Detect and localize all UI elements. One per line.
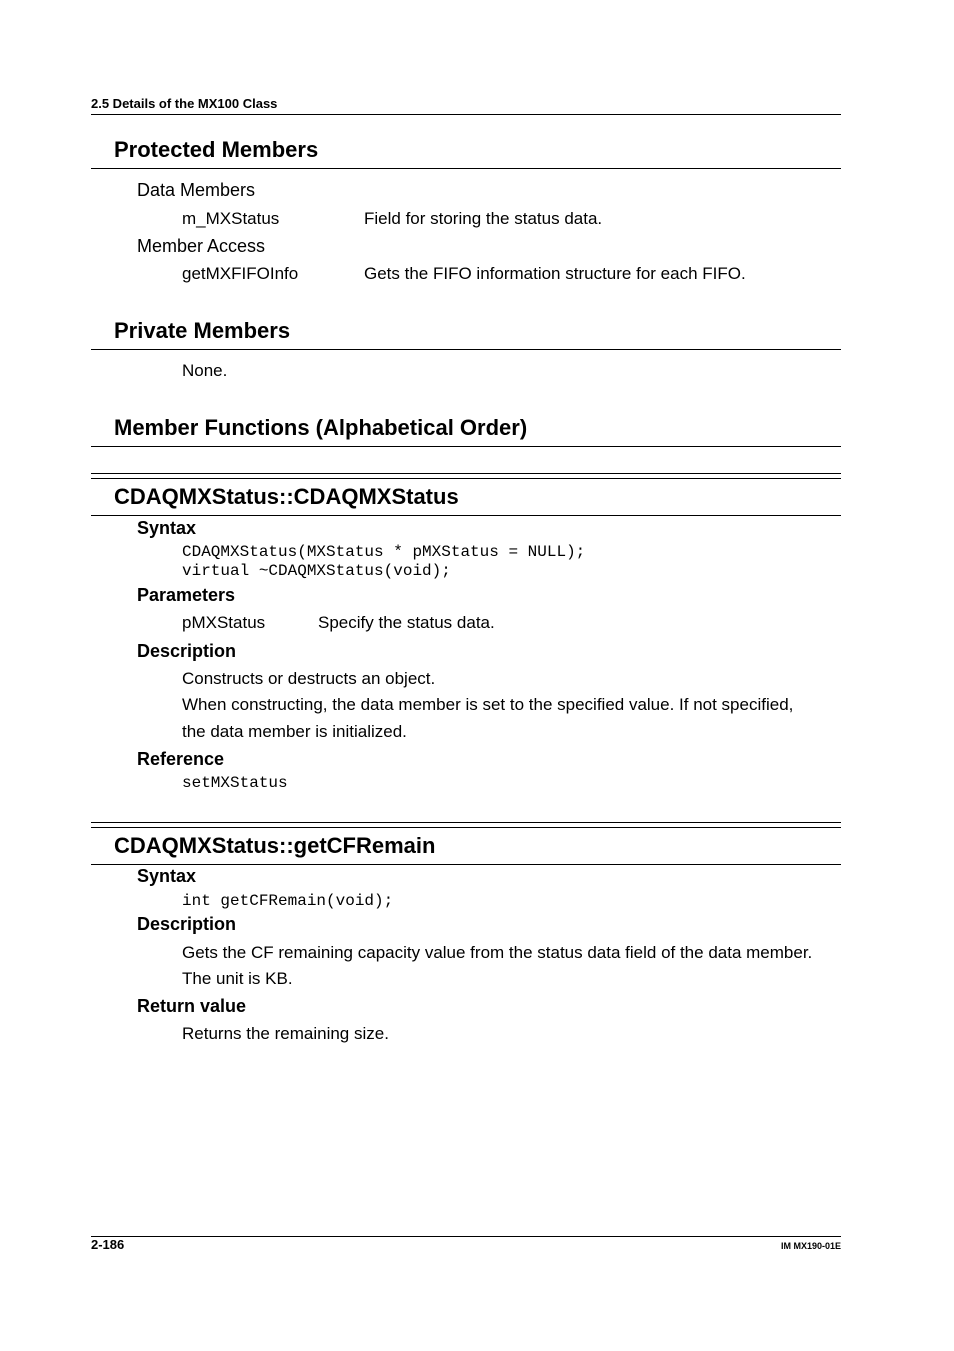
syntax-label: Syntax: [137, 866, 197, 886]
description-label: Description: [137, 641, 237, 661]
function-title-rule: [91, 864, 841, 865]
return-value-label: Return value: [137, 996, 247, 1016]
data-member-name: m_MXStatus: [182, 209, 280, 228]
function-double-rule-top: [91, 822, 841, 823]
function-title-constructor: CDAQMXStatus::CDAQMXStatus: [114, 484, 459, 509]
description-line: When constructing, the data member is set to the specified value. If not specified,: [182, 695, 794, 714]
document-id: IM MX190-01E: [780, 1241, 841, 1251]
protected-members-heading: Protected Members: [114, 137, 319, 162]
data-member-desc: Field for storing the status data.: [364, 209, 603, 228]
syntax-code-line: CDAQMXStatus(MXStatus * pMXStatus = NULL);: [182, 543, 586, 561]
syntax-code-line: virtual ~CDAQMXStatus(void);: [182, 562, 451, 580]
return-value-text: Returns the remaining size.: [182, 1024, 389, 1043]
description-line: Gets the CF remaining capacity value from the status data field of the data member.: [182, 943, 813, 962]
description-line: the data member is initialized.: [182, 722, 407, 741]
function-title-rule: [91, 515, 841, 516]
running-head: 2.5 Details of the MX100 Class: [91, 96, 278, 111]
section-rule: [91, 349, 841, 350]
function-title-getcfremain: CDAQMXStatus::getCFRemain: [114, 833, 436, 858]
description-label: Description: [137, 914, 237, 934]
function-double-rule-bottom: [91, 478, 841, 479]
access-desc: Gets the FIFO information structure for each FIFO.: [364, 264, 746, 283]
member-functions-heading: Member Functions (Alphabetical Order): [114, 415, 528, 440]
footer-rule: [91, 1236, 841, 1237]
private-members-heading: Private Members: [114, 318, 291, 343]
param-name: pMXStatus: [182, 613, 266, 632]
parameters-label: Parameters: [137, 585, 236, 605]
section-rule: [91, 168, 841, 169]
function-double-rule-top: [91, 473, 841, 474]
member-access-label: Member Access: [137, 236, 266, 256]
syntax-label: Syntax: [137, 518, 197, 538]
section-rule: [91, 446, 841, 447]
syntax-code-line: int getCFRemain(void);: [182, 892, 394, 910]
private-none-text: None.: [182, 361, 228, 380]
page-number: 2-186: [91, 1237, 125, 1252]
reference-label: Reference: [137, 749, 225, 769]
param-desc: Specify the status data.: [318, 613, 495, 632]
reference-link: setMXStatus: [182, 774, 288, 792]
description-line: Constructs or destructs an object.: [182, 669, 436, 688]
function-double-rule-bottom: [91, 827, 841, 828]
header-rule: [91, 114, 841, 115]
data-members-label: Data Members: [137, 180, 256, 200]
description-line: The unit is KB.: [182, 969, 293, 988]
access-name: getMXFIFOInfo: [182, 264, 299, 283]
